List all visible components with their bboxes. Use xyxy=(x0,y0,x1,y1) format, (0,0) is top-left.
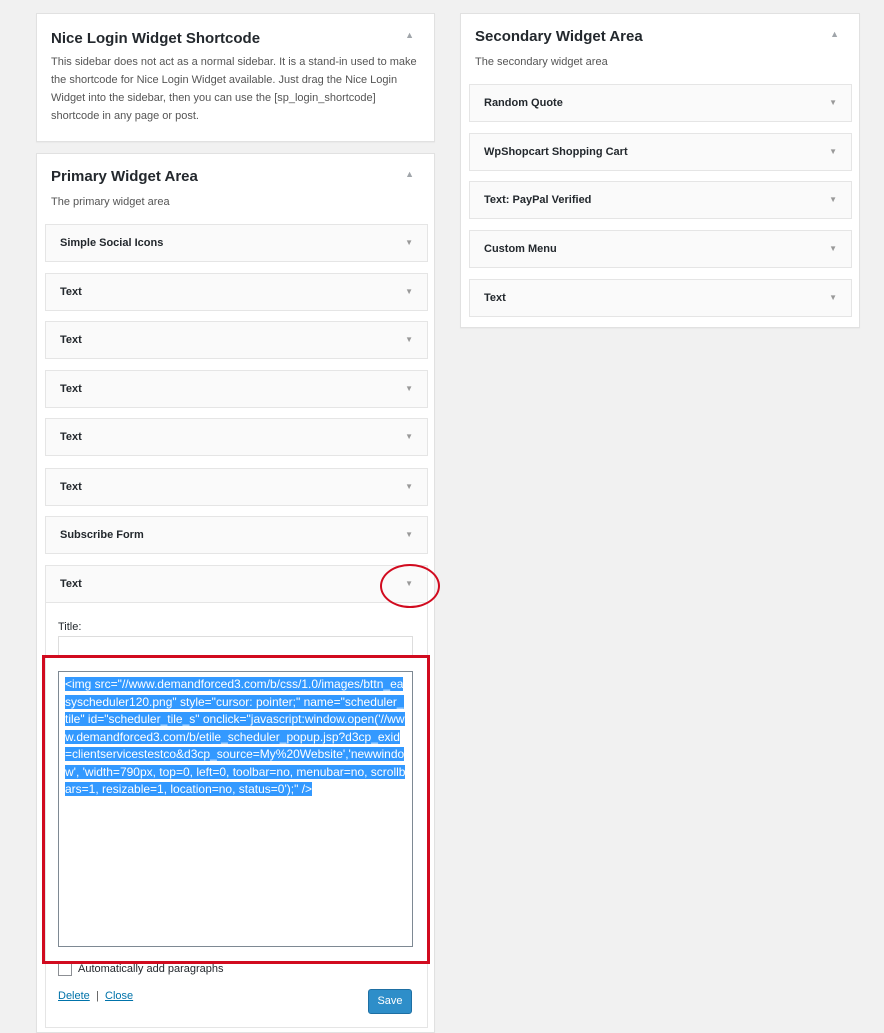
primary-description: The primary widget area xyxy=(51,196,170,208)
title-input[interactable] xyxy=(58,636,413,656)
annotation-highlight-circle xyxy=(380,564,440,608)
auto-paragraphs-label: Automatically add paragraphs xyxy=(78,963,224,975)
widget-simple-social-icons[interactable] xyxy=(45,224,428,262)
widget-label: Text xyxy=(60,383,82,395)
expand-arrow-icon[interactable]: ▼ xyxy=(829,98,837,107)
widget-label: Text xyxy=(60,286,82,298)
widget-random-quote[interactable] xyxy=(469,84,852,122)
auto-paragraphs-checkbox[interactable] xyxy=(58,962,72,976)
widget-wpshopcart[interactable] xyxy=(469,133,852,171)
primary-title: Primary Widget Area xyxy=(51,168,198,185)
widget-label: Custom Menu xyxy=(484,243,557,255)
content-text: <img src="//www.demandforced3.com/b/css/1.0/images/bttn_easyscheduler120.png" style="cursor: pointer;" name="scheduler_tile" id="scheduler_tile_s" onclick="javascript:window.open('//www.demandforced3.com/b/etile_scheduler_popup.jsp?d3cp_exid=clientservicestestco&d3cp_source=My%20Website','newwindow', 'width=790px, top=0, left=0, toolbar=no, menubar=no, scrollbars=1, resizable=1, location=no, status=0');" /> xyxy=(65,677,406,796)
delete-link[interactable]: Delete xyxy=(58,990,90,1002)
widget-label: Random Quote xyxy=(484,97,563,109)
widget-text-paypal[interactable] xyxy=(469,181,852,219)
expand-arrow-icon[interactable]: ▼ xyxy=(829,293,837,302)
expand-arrow-icon[interactable]: ▼ xyxy=(829,147,837,156)
widget-label: Simple Social Icons xyxy=(60,237,164,249)
nice-login-panel xyxy=(36,13,435,142)
widget-label: Text xyxy=(60,334,82,346)
widget-custom-menu[interactable] xyxy=(469,230,852,268)
widget-label: WpShopcart Shopping Cart xyxy=(484,146,628,158)
widget-subscribe-form[interactable] xyxy=(45,516,428,554)
expand-arrow-icon[interactable]: ▼ xyxy=(405,432,413,441)
widget-label: Text xyxy=(60,431,82,443)
title-label: Title: xyxy=(58,621,82,633)
nice-login-title: Nice Login Widget Shortcode xyxy=(51,30,261,47)
secondary-description: The secondary widget area xyxy=(475,56,608,68)
expand-arrow-icon[interactable]: ▼ xyxy=(405,530,413,539)
nice-login-description: This sidebar does not act as a normal sidebar. It is a stand-in used to make the shortcode for Nice Login Widget available. Just drag the Nice Login Widget into the sidebar, then you can use the [sp_login_shortcode] shortcode in any page or post. xyxy=(51,56,417,122)
expand-arrow-icon[interactable]: ▼ xyxy=(405,482,413,491)
widget-label: Text: PayPal Verified xyxy=(484,194,592,206)
widget-text[interactable] xyxy=(469,279,852,317)
expand-arrow-icon[interactable]: ▼ xyxy=(829,195,837,204)
collapse-arrow-icon[interactable]: ▲ xyxy=(830,29,839,39)
expand-arrow-icon[interactable]: ▼ xyxy=(829,244,837,253)
widget-label: Text xyxy=(60,578,82,590)
expand-arrow-icon[interactable]: ▼ xyxy=(405,287,413,296)
close-link[interactable]: Close xyxy=(105,990,134,1002)
widget-text-open[interactable] xyxy=(45,565,428,603)
widget-text[interactable] xyxy=(45,321,428,359)
link-separator: | xyxy=(96,990,99,1002)
annotation-highlight-box xyxy=(42,655,430,964)
collapse-arrow-icon[interactable]: ▲ xyxy=(405,30,414,40)
widget-text[interactable] xyxy=(45,418,428,456)
expand-arrow-icon[interactable]: ▼ xyxy=(405,384,413,393)
widget-label: Subscribe Form xyxy=(60,529,144,541)
collapse-arrow-icon[interactable]: ▲ xyxy=(405,169,414,179)
collapse-arrow-icon[interactable]: ▼ xyxy=(405,579,413,588)
secondary-widget-area xyxy=(460,13,860,328)
widget-text[interactable] xyxy=(45,370,428,408)
expand-arrow-icon[interactable]: ▼ xyxy=(405,238,413,247)
widget-text[interactable] xyxy=(45,273,428,311)
widget-text[interactable] xyxy=(45,468,428,506)
secondary-title: Secondary Widget Area xyxy=(475,28,643,45)
widget-label: Text xyxy=(60,481,82,493)
expand-arrow-icon[interactable]: ▼ xyxy=(405,335,413,344)
widget-label: Text xyxy=(484,292,506,304)
save-button[interactable]: Save xyxy=(368,989,412,1014)
